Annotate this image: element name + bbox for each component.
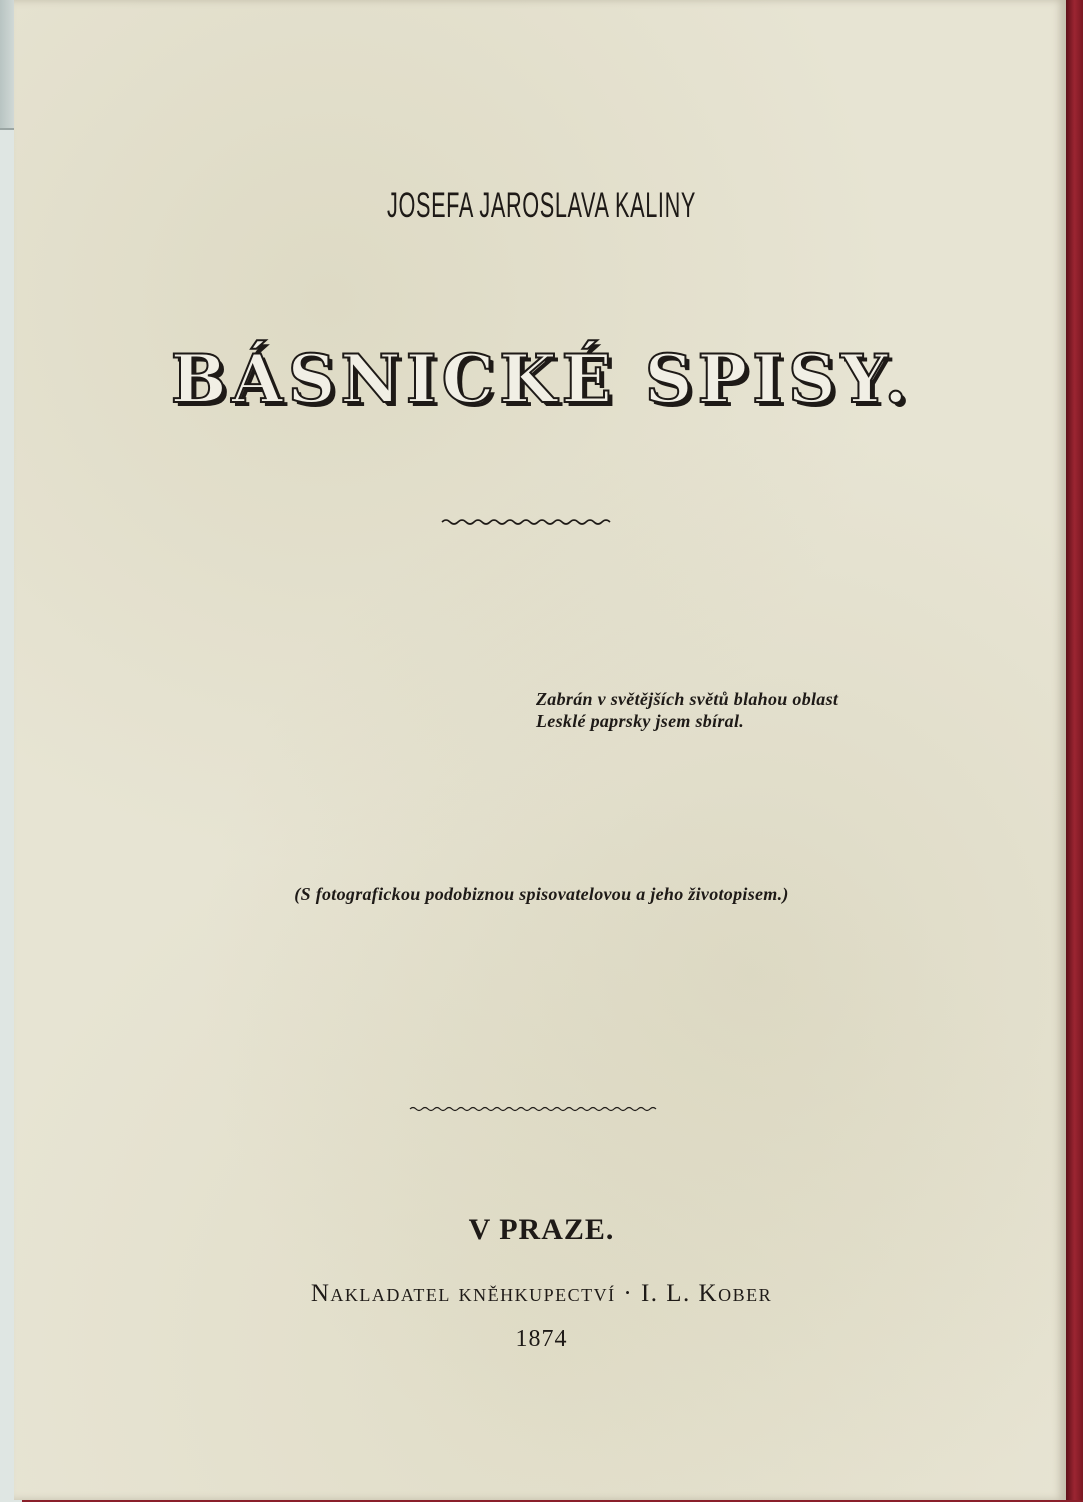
imprint-place: V PRAZE.: [468, 1213, 615, 1246]
portrait-note: (S fotografickou podobiznou spisovatelovou a jeho životopisem.): [294, 884, 789, 904]
wavy-rule-divider-lower: [408, 1104, 663, 1114]
motto-line-2: Lesklé paprsky jsem sbíral.: [536, 711, 745, 731]
book-title: BÁSNICKÉ SPISY.: [170, 340, 913, 418]
motto-epigraph: [536, 688, 838, 732]
imprint-year: 1874: [515, 1326, 568, 1352]
wavy-rule-divider: [440, 516, 615, 528]
imprint-publisher: Nakladatel kněhkupectví · I. L. Kober: [310, 1280, 773, 1307]
motto-line-1: Zabrán v světějších světů blahou oblast: [536, 689, 839, 709]
book-cover-edge: [1066, 0, 1083, 1500]
author-line: JOSEFA JAROSLAVA KALINY: [387, 186, 696, 225]
